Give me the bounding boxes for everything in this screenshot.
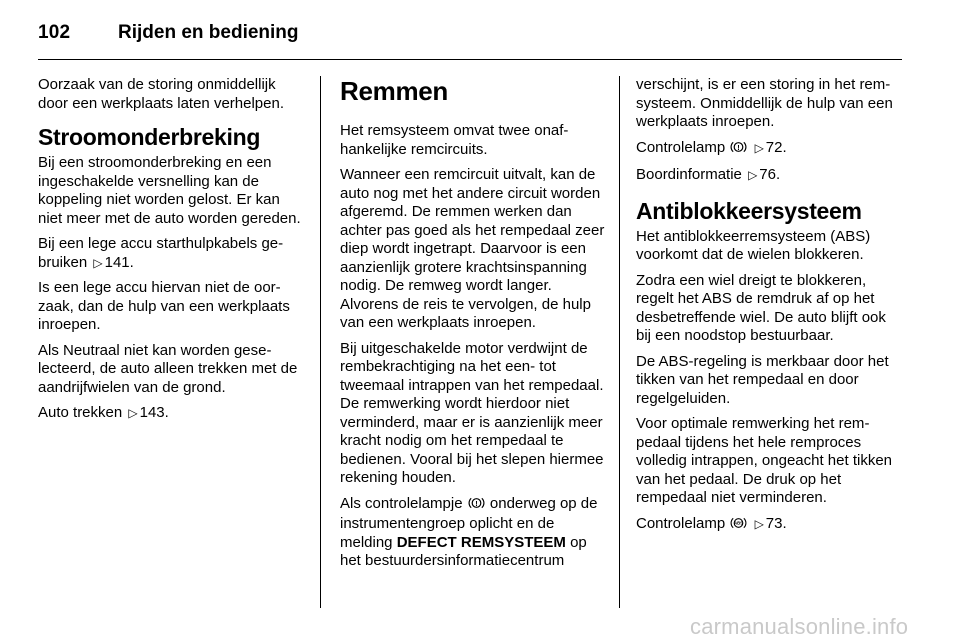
column-3 [636, 76, 902, 542]
paragraph: Is een lege accu hiervan niet de oorzaak, dan de hulp van een werkplaats inroepen. [38, 279, 290, 333]
paragraph-text: Boordinformatie [636, 166, 742, 183]
column-1 [38, 76, 304, 430]
paragraph-with-ref [38, 404, 304, 423]
paragraph: verschijnt, is er een storing in het remsysteem. Onmiddellijk de hulp van een werkplaats inroepen. [636, 76, 893, 130]
paragraph-text: Bij een lege accu starthulpkabels gebruiken [38, 235, 284, 271]
paragraph: Oorzaak van de storing onmiddellijk door een werkplaats laten verhelpen. [38, 76, 284, 112]
column-divider-1 [320, 76, 321, 608]
page-header [0, 0, 960, 62]
section-title: Rijden en bediening [118, 22, 299, 43]
paragraph-text: Als controlelampje [340, 494, 463, 512]
paragraph: Bij een stroomonderbreking en een ingeschakelde versnelling kan de koppeling niet worden gelost. Er kan niet meer met de auto worden gereden. [38, 154, 301, 227]
page-reference-link[interactable]: 73. [765, 514, 787, 532]
paragraph: Als Neutraal niet kan worden geselecteerd, de auto alleen trekken met de aandrijfwielen van de grond. [38, 341, 298, 396]
paragraph: Het remsysteem omvat twee onafhankelijke remcircuits. [340, 122, 569, 158]
paragraph: De ABS-regeling is merkbaar door het tikken van het rempedaal en door regelgeluiden. [636, 352, 889, 407]
paragraph: Wanneer een remcircuit uitvalt, kan de auto nog met het andere circuit worden afgeremd. De remmen werken dan achter pas goed als het rempedaal zeer diep wordt ingetrapt. Daarvoor is een aanzienlijk grotere krachtsinspanning nodig. De remweg wordt langer. Alvorens de reis te vervolgen, de hulp van een werkplaats inroepen. [340, 166, 605, 331]
message-defect-remsysteem: DEFECT REMSYSTEEM [396, 533, 566, 551]
brake-warning-lamp-icon [468, 496, 485, 516]
heading-stroomonderbreking: Stroomonderbreking [38, 124, 261, 150]
heading-remmen: Remmen [340, 76, 449, 106]
page-reference-arrow-icon: ▷ [128, 406, 138, 420]
brake-warning-lamp-icon [730, 140, 747, 160]
paragraph-with-ref [38, 235, 304, 272]
abs-warning-lamp-icon [730, 516, 747, 536]
page-reference-link[interactable]: 76. [759, 166, 781, 183]
paragraph: Zodra een wiel dreigt te blokkeren, regelt het ABS de remdruk af op het desbetreffende wiel. De auto blijft ook bij een noodstop bestuurbaar. [636, 271, 886, 344]
paragraph: Bij uitgeschakelde motor verdwijnt de rembekrachtiging na het een- tot tweemaal intrappen van het rempedaal. De remwerking wordt hierdoor niet verminderd, maar er is aanzienlijk meer kracht nodig om het rempedaal te bedienen. Vooral bij het slepen hiermee rekening houden. [340, 339, 604, 486]
svg-text:ABS: ABS [734, 520, 744, 526]
page-reference-link[interactable]: 72. [765, 138, 787, 156]
paragraph-with-ref [636, 139, 902, 160]
watermark: carmanualsonline.info [690, 614, 909, 639]
page-reference-arrow-icon: ▷ [93, 255, 103, 270]
paragraph: Voor optimale remwerking het rempedaal tijdens het hele remproces volledig intrappen, ongeacht het tikken van het pedaal. De druk op het rempedaal niet verminderen. [636, 415, 893, 506]
header-rule [38, 59, 902, 60]
page-reference-link[interactable]: 143. [139, 404, 169, 421]
paragraph-text: Controlelamp [636, 514, 726, 532]
paragraph-text: Controlelamp [636, 138, 726, 156]
page-reference-link[interactable]: 141. [104, 253, 134, 271]
svg-text:!: ! [737, 142, 741, 152]
column-2 [340, 76, 606, 578]
page-reference-arrow-icon: ▷ [754, 140, 764, 155]
svg-text:!: ! [474, 498, 478, 508]
page-reference-arrow-icon: ▷ [748, 168, 758, 182]
paragraph-text: Auto trekken [38, 404, 123, 421]
page-number: 102 [38, 22, 71, 43]
column-divider-2 [619, 76, 620, 608]
paragraph: Het antiblokkeerremsysteem (ABS) voorkomt dat de wielen blokkeren. [636, 227, 871, 263]
paragraph-with-ref [636, 515, 902, 536]
paragraph-text: op het bestuurdersinformatiecentrum [340, 533, 587, 569]
paragraph-with-ref [636, 166, 902, 185]
page-reference-arrow-icon: ▷ [754, 516, 764, 531]
paragraph-text: onderweg op de instrumentengroep oplicht en de melding [340, 494, 598, 551]
heading-antiblokkeersysteem: Antiblokkeersysteem [636, 197, 862, 224]
paragraph-with-icon [340, 495, 606, 571]
